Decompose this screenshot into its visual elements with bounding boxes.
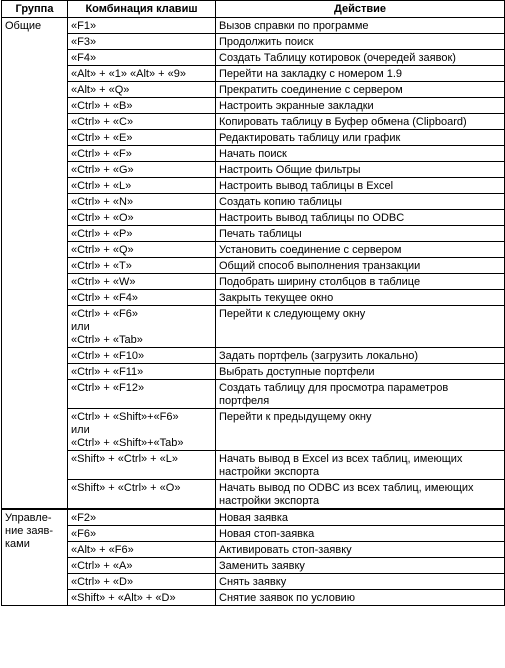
action-text: Создать копию таблицы	[219, 196, 342, 208]
keys-cell	[68, 542, 216, 558]
keys-cell	[68, 34, 216, 50]
action-cell	[216, 380, 505, 409]
header-keys: Комбинация клавиш	[68, 1, 216, 18]
action-cell	[216, 558, 505, 574]
action-text: Копировать таблицу в Буфер обмена (Clipboard)	[219, 116, 467, 128]
action-cell	[216, 34, 505, 50]
header-group: Группа	[2, 1, 68, 18]
keys-cell	[68, 451, 216, 480]
keys-cell	[68, 364, 216, 380]
action-cell	[216, 364, 505, 380]
key-combination: «Ctrl» + «G»	[71, 164, 134, 176]
table-row	[2, 306, 505, 348]
table-row	[2, 50, 505, 66]
action-cell	[216, 480, 505, 510]
key-combination: «Ctrl» + «B»	[71, 100, 133, 112]
key-combination: «Ctrl» + «N»	[71, 196, 134, 208]
key-combination: или	[71, 321, 90, 333]
key-combination: «F1»	[71, 20, 97, 32]
keys-cell	[68, 348, 216, 364]
keys-cell	[68, 146, 216, 162]
action-cell	[216, 526, 505, 542]
key-combination: «Ctrl» + «F11»	[71, 366, 144, 378]
table-row	[2, 558, 505, 574]
action-text: Начать вывод в Excel из всех таблиц, имеющих настройки экспорта	[219, 453, 463, 478]
action-cell	[216, 50, 505, 66]
action-text: Настроить Общие фильтры	[219, 164, 361, 176]
table-row	[2, 590, 505, 606]
action-cell	[216, 542, 505, 558]
table-row	[2, 480, 505, 510]
keys-cell	[68, 380, 216, 409]
action-text: Настроить вывод таблицы по ODBC	[219, 212, 405, 224]
action-cell	[216, 574, 505, 590]
keys-cell	[68, 66, 216, 82]
action-cell	[216, 258, 505, 274]
action-cell	[216, 178, 505, 194]
key-combination: «Ctrl» + «D»	[71, 576, 134, 588]
action-text: Снятие заявок по условию	[219, 592, 356, 604]
keys-cell	[68, 194, 216, 210]
keys-cell	[68, 18, 216, 34]
action-cell	[216, 66, 505, 82]
action-cell	[216, 146, 505, 162]
action-text: Настроить вывод таблицы в Excel	[219, 180, 394, 192]
action-text: Активировать стоп-заявку	[219, 544, 352, 556]
key-combination: «Shift» + «Alt» + «D»	[71, 592, 176, 604]
keys-cell	[68, 242, 216, 258]
key-combination: или	[71, 424, 90, 436]
action-cell	[216, 226, 505, 242]
key-combination: «Ctrl» + «O»	[71, 212, 134, 224]
key-combination: «Ctrl» + «F6»	[71, 308, 138, 320]
key-combination: «Ctrl» + «F10»	[71, 350, 145, 362]
action-cell	[216, 130, 505, 146]
action-text: Установить соединение с сервером	[219, 244, 402, 256]
table-row	[2, 162, 505, 178]
action-text: Начать поиск	[219, 148, 287, 160]
action-cell	[216, 162, 505, 178]
key-combination: «Ctrl» + «F12»	[71, 382, 145, 394]
action-text: Задать портфель (загрузить локально)	[219, 350, 419, 362]
keys-cell	[68, 98, 216, 114]
keys-cell	[68, 178, 216, 194]
table-row	[2, 451, 505, 480]
keys-cell	[68, 409, 216, 451]
key-combination: «Ctrl» + «T»	[71, 260, 132, 272]
action-cell	[216, 274, 505, 290]
action-text: Общий способ выполнения транзакции	[219, 260, 421, 272]
keys-cell	[68, 226, 216, 242]
table-row	[2, 66, 505, 82]
key-combination: «Shift» + «Ctrl» + «O»	[71, 482, 181, 494]
key-combination: «Ctrl» + «C»	[71, 116, 134, 128]
action-cell	[216, 348, 505, 364]
table-row	[2, 98, 505, 114]
keys-cell	[68, 130, 216, 146]
action-cell	[216, 409, 505, 451]
action-text: Закрыть текущее окно	[219, 292, 334, 304]
header-action: Действие	[216, 1, 505, 18]
key-combination: «Ctrl» + «E»	[71, 132, 133, 144]
keys-cell	[68, 509, 216, 526]
table-row	[2, 18, 505, 34]
action-cell	[216, 82, 505, 98]
group-cell: Управле- ние заяв- ками	[2, 509, 68, 606]
key-combination: «Alt» + «1» «Alt» + «9»	[71, 68, 186, 80]
action-text: Настроить экранные закладки	[219, 100, 374, 112]
keys-cell	[68, 82, 216, 98]
action-text: Создать таблицу для просмотра параметров портфеля	[219, 382, 449, 407]
table-row	[2, 242, 505, 258]
action-text: Прекратить соединение с сервером	[219, 84, 403, 96]
action-cell	[216, 451, 505, 480]
action-text: Начать вывод по ODBC из всех таблиц, имеющих настройки экспорта	[219, 482, 474, 507]
action-cell	[216, 306, 505, 348]
table-row	[2, 146, 505, 162]
table-row	[2, 226, 505, 242]
keys-cell	[68, 480, 216, 510]
action-text: Печать таблицы	[219, 228, 302, 240]
action-cell	[216, 509, 505, 526]
keys-cell	[68, 290, 216, 306]
table-row	[2, 210, 505, 226]
table-row	[2, 114, 505, 130]
group-cell: Общие	[2, 18, 68, 510]
action-cell	[216, 210, 505, 226]
keys-cell	[68, 306, 216, 348]
action-text: Редактировать таблицу или график	[219, 132, 401, 144]
key-combination: «Ctrl» + «F4»	[71, 292, 138, 304]
table-row	[2, 364, 505, 380]
keys-cell	[68, 274, 216, 290]
action-text: Создать Таблицу котировок (очередей заявок)	[219, 52, 456, 64]
key-combination: «Ctrl» + «Tab»	[71, 334, 143, 346]
key-combination: «Ctrl» + «W»	[71, 276, 136, 288]
hotkeys-table	[1, 0, 505, 606]
key-combination: «Ctrl» + «Q»	[71, 244, 134, 256]
keys-cell	[68, 526, 216, 542]
action-text: Перейти на закладку с номером 1.9	[219, 68, 403, 80]
keys-cell	[68, 558, 216, 574]
keys-cell	[68, 162, 216, 178]
key-combination: «F3»	[71, 36, 97, 48]
action-text: Вызов справки по программе	[219, 20, 369, 32]
action-text: Продолжить поиск	[219, 36, 314, 48]
table-row	[2, 82, 505, 98]
action-cell	[216, 194, 505, 210]
action-cell	[216, 242, 505, 258]
keys-cell	[68, 574, 216, 590]
action-text: Заменить заявку	[219, 560, 305, 572]
action-text: Новая стоп-заявка	[219, 528, 315, 540]
table-row	[2, 380, 505, 409]
action-text: Снять заявку	[219, 576, 287, 588]
key-combination: «Ctrl» + «F»	[71, 148, 132, 160]
header-row	[2, 1, 505, 18]
key-combination: «Ctrl» + «Shift»+«Tab»	[71, 437, 184, 449]
action-cell	[216, 114, 505, 130]
table-row	[2, 509, 505, 526]
action-text: Выбрать доступные портфели	[219, 366, 375, 378]
action-cell	[216, 18, 505, 34]
table-row	[2, 290, 505, 306]
key-combination: «Ctrl» + «A»	[71, 560, 133, 572]
key-combination: «F6»	[71, 528, 97, 540]
keys-cell	[68, 590, 216, 606]
table-row	[2, 348, 505, 364]
table-row	[2, 130, 505, 146]
keys-cell	[68, 114, 216, 130]
action-cell	[216, 98, 505, 114]
table-row	[2, 526, 505, 542]
table-body	[2, 18, 505, 606]
action-cell	[216, 290, 505, 306]
key-combination: «Ctrl» + «L»	[71, 180, 132, 192]
key-combination: «Ctrl» + «Shift»+«F6»	[71, 411, 179, 423]
table-row	[2, 258, 505, 274]
table-row	[2, 409, 505, 451]
key-combination: «Shift» + «Ctrl» + «L»	[71, 453, 179, 465]
key-combination: «F4»	[71, 52, 97, 64]
key-combination: «Ctrl» + «P»	[71, 228, 133, 240]
keys-cell	[68, 210, 216, 226]
action-text: Подобрать ширину столбцов в таблице	[219, 276, 421, 288]
table-row	[2, 34, 505, 50]
action-text: Перейти к предыдущему окну	[219, 411, 372, 423]
keys-cell	[68, 258, 216, 274]
action-text: Перейти к следующему окну	[219, 308, 366, 320]
key-combination: «F2»	[71, 512, 97, 524]
action-text: Новая заявка	[219, 512, 289, 524]
table-row	[2, 274, 505, 290]
key-combination: «Alt» + «F6»	[71, 544, 134, 556]
table-row	[2, 178, 505, 194]
keys-cell	[68, 50, 216, 66]
key-combination: «Alt» + «Q»	[71, 84, 130, 96]
table-row	[2, 542, 505, 558]
action-cell	[216, 590, 505, 606]
table-row	[2, 574, 505, 590]
table-row	[2, 194, 505, 210]
